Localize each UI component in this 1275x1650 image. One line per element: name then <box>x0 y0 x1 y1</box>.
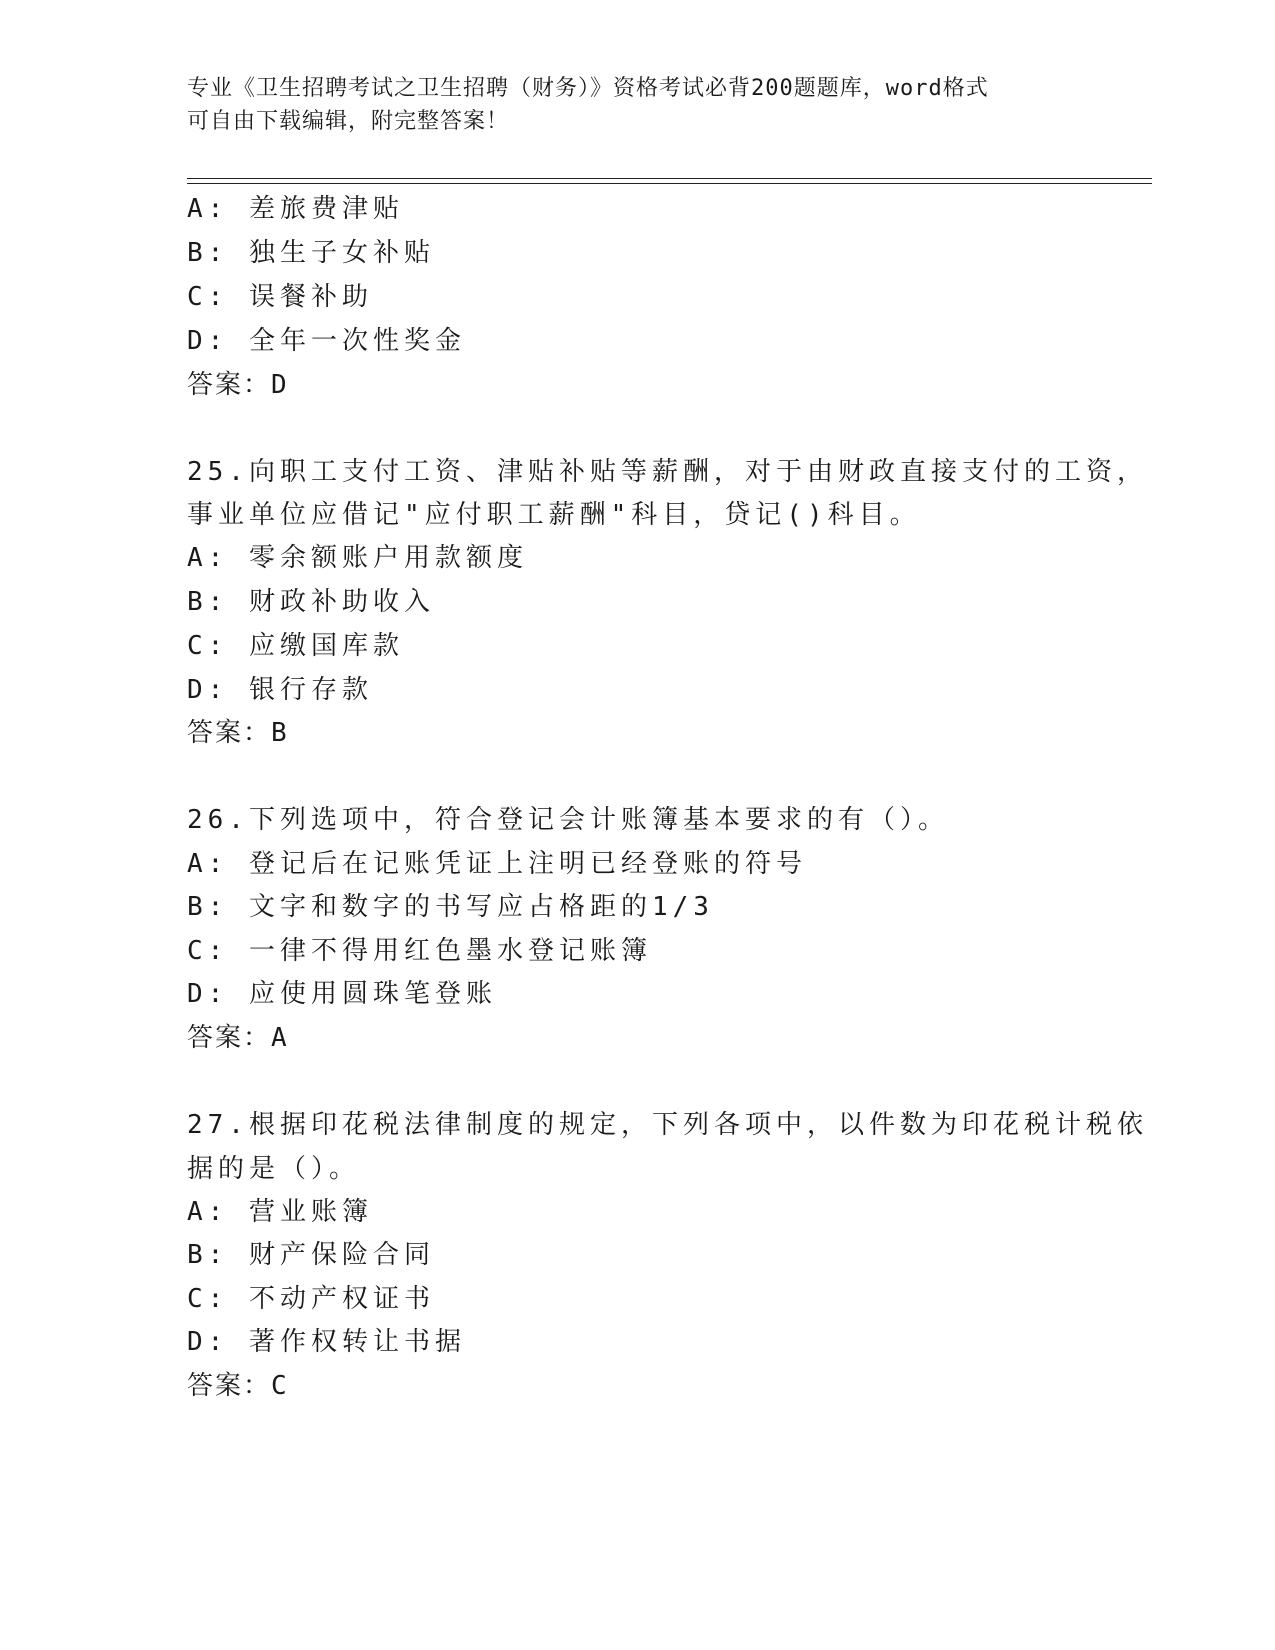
q26-option-a: A: 登记后在记账凭证上注明已经登账的符号 <box>187 849 807 879</box>
q27-option-b: B: 财产保险合同 <box>187 1240 435 1270</box>
q25-option-d: D: 银行存款 <box>187 675 373 705</box>
prev-option-d: D: 全年一次性奖金 <box>187 326 466 356</box>
q26-stem-line-1: 26.下列选项中，符合登记会计账簿基本要求的有（）。 <box>187 805 949 835</box>
q26-option-d: D: 应使用圆珠笔登账 <box>187 979 497 1009</box>
q27-option-a: A: 营业账簿 <box>187 1197 373 1227</box>
header-line-1: 专业《卫生招聘考试之卫生招聘（财务）》资格考试必背200题题库，word格式 <box>187 76 989 101</box>
q27-stem-line-1: 27.根据印花税法律制度的规定，下列各项中，以件数为印花税计税依 <box>187 1110 1148 1140</box>
document-header <box>187 72 1067 138</box>
q26-option-c: C: 一律不得用红色墨水登记账簿 <box>187 936 652 966</box>
q25-answer: 答案：B <box>187 718 289 748</box>
q25-stem-line-1: 25.向职工支付工资、津贴补贴等薪酬，对于由财政直接支付的工资， <box>187 457 1148 487</box>
q25-stem-line-2: 事业单位应借记"应付职工薪酬"科目，贷记()科目。 <box>187 500 921 530</box>
q26-answer: 答案：A <box>187 1023 289 1053</box>
header-divider-top <box>187 178 1152 179</box>
q25-option-a: A: 零余额账户用款额度 <box>187 543 528 573</box>
q27-option-c: C: 不动产权证书 <box>187 1284 435 1314</box>
prev-option-a: A: 差旅费津贴 <box>187 194 404 224</box>
prev-option-b: B: 独生子女补贴 <box>187 238 435 268</box>
prev-option-c: C: 误餐补助 <box>187 282 373 312</box>
header-divider-bottom <box>187 183 1152 184</box>
q27-option-d: D: 著作权转让书据 <box>187 1327 466 1357</box>
q27-stem-line-2: 据的是（）。 <box>187 1154 361 1184</box>
q27-answer: 答案：C <box>187 1371 289 1401</box>
prev-answer: 答案：D <box>187 370 289 400</box>
q26-option-b: B: 文字和数字的书写应占格距的1/3 <box>187 892 714 922</box>
header-line-2: 可自由下载编辑，附完整答案！ <box>187 109 510 134</box>
q25-option-c: C: 应缴国库款 <box>187 631 404 661</box>
q25-option-b: B: 财政补助收入 <box>187 587 435 617</box>
